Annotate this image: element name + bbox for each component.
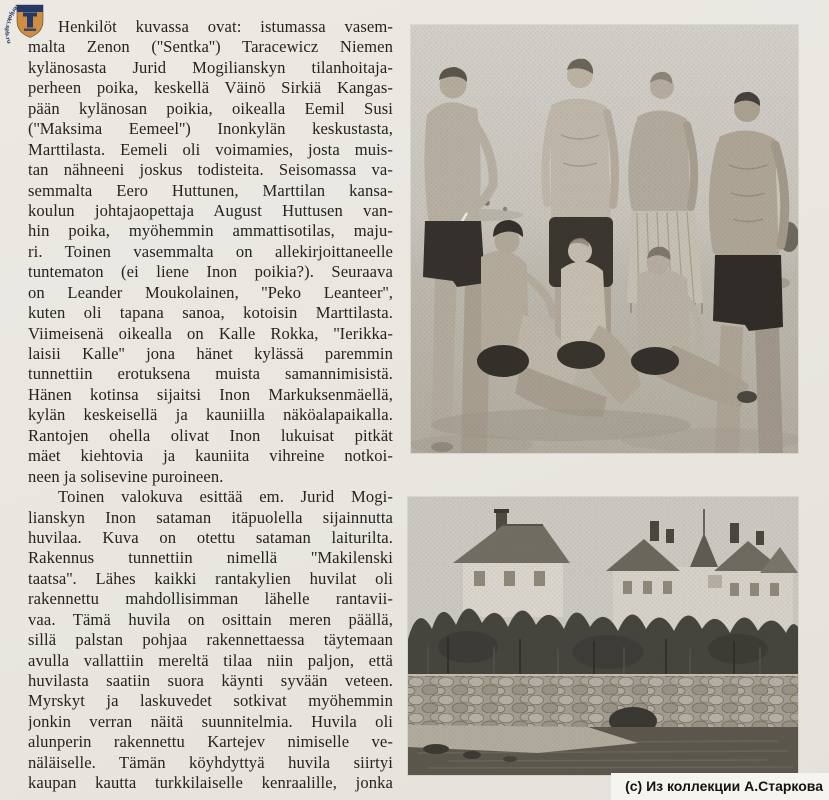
text-line: tan nähneeni joskus todisteita. Seisomassa va- <box>28 160 393 180</box>
photo-villa-shore <box>408 497 798 775</box>
text-line: vaa. Tämä huvila on osittain meren päällä, <box>28 609 393 629</box>
text-line: Rakennus tunnettiin nimellä ''Makilenski <box>28 548 393 568</box>
photo-credit-caption: (с) Из коллекции А.Старкова <box>611 773 829 800</box>
text-line: Toinen valokuva esittää em. Jurid Mogi- <box>58 487 393 507</box>
article-text <box>28 17 393 794</box>
text-line: Viimeisenä oikealla on Kalle Rokka, ''Ierikka- <box>28 323 393 343</box>
watermark-text: terijoki.spb.ru <box>3 2 20 45</box>
text-line: huvilaa. Kuva on otettu sataman laiturilta. <box>28 527 393 547</box>
text-line: koulun johtajaopettaja August Huttusen van- <box>28 200 393 220</box>
text-line: perheen poika, keskellä Väinö Sirkiä Kangas- <box>28 78 393 98</box>
text-line: jonkin verran näitä suunnitelmia. Huvila oli <box>28 711 393 731</box>
text-line: kylän keskeisellä ja kauniilla näköalapaikalla. <box>28 405 393 425</box>
text-line: on Leander Moukolainen, ''Peko Leanteer'', <box>28 282 393 302</box>
text-line: sillä palstan pohjaa rakennettaessa täytemaan <box>28 630 393 650</box>
text-line: Myrskyt ja laskuvedet sotkivat myöhemmin <box>28 691 393 711</box>
text-line: huvilasta saatiin suora käynti syvään veteen. <box>28 671 393 690</box>
text-line: ri. Toinen vasemmalta on allekirjoittaneelle <box>28 241 393 261</box>
text-line: neen ja solisevine puroineen. <box>28 466 224 486</box>
text-line: malta Zenon (''Sentka'') Taracewicz Niemen <box>28 37 393 57</box>
text-line: mäet kiehtovia ja kauniita vihreine notkoi- <box>28 446 393 466</box>
text-line: kuten oli tapana sanoa, kotoisin Marttilasta. <box>28 303 393 323</box>
text-line: tunnettiin erotuksena muista samannimisistä. <box>28 364 393 384</box>
text-line: kylänosasta Jurid Mogilianskyn tilanhoitaja- <box>28 57 393 77</box>
text-line: näläiselle. Tämän köyhdyttyä huvila siirtyi <box>28 752 393 772</box>
text-line: rakennettu mahdollisimman lähelle rantavii- <box>28 589 393 609</box>
text-line: Hänen kotinsa sijaitsi Inon Markuksenmäellä, <box>28 384 393 404</box>
text-line: semmalta Eero Huttunen, Marttilan kansa- <box>28 180 393 200</box>
text-line: alunperin rakennettu Kartejev nimiselle ve- <box>28 732 393 752</box>
text-line: avulla vallattiin mereltä tilaa niin paljon, että <box>28 650 393 670</box>
text-line: (''Maksima Eemeel'') Inonkylän keskustasta, <box>28 119 393 139</box>
text-line: pään kylänosan poikia, oikealla Eemil Susi <box>28 98 393 118</box>
text-line: tuntematon (ei liene Inon poikia?). Seuraava <box>28 262 393 282</box>
text-line: hin poika, myöhemmin ammattisotilas, maju- <box>28 221 393 241</box>
text-line: Rantojen ohella olivat Inon lukuisat pitkät <box>28 425 393 445</box>
text-line: lianskyn Inon sataman itäpuolella sijainnutta <box>28 507 393 527</box>
text-line: laisii Kalle'' jona hänet kylässä paremmin <box>28 344 393 363</box>
text-line: Henkilöt kuvassa ovat: istumassa vasem- <box>58 17 393 36</box>
photo-beach-group <box>411 25 798 453</box>
text-line: Marttilasta. Eemeli oli voimamies, josta muis- <box>28 139 393 159</box>
text-line: kaupan kautta turkkilaiselle kenraalille, jonka <box>28 773 393 793</box>
text-line: taatsa''. Lähes kaikki rantakylien huvilat oli <box>28 568 393 588</box>
